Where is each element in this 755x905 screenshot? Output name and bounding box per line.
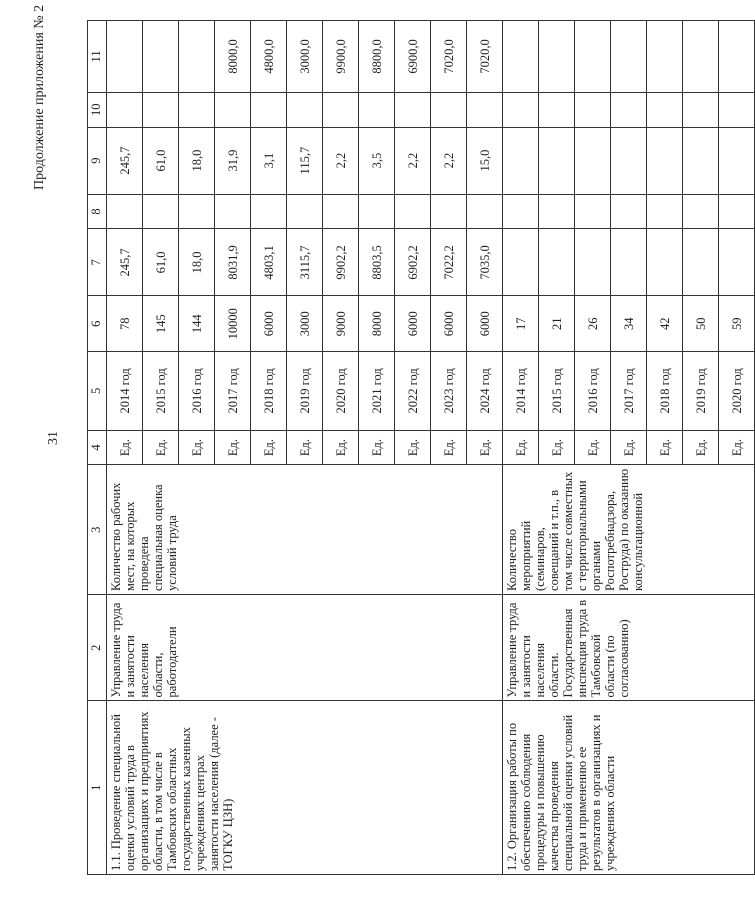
value-cell xyxy=(431,92,467,127)
value-cell xyxy=(503,127,539,194)
value-cell xyxy=(467,194,503,229)
year-cell: 2014 год xyxy=(107,352,143,431)
value-cell xyxy=(143,21,179,93)
value-cell xyxy=(395,194,431,229)
appendix-note: Продолжение приложения № 2 xyxy=(32,4,47,190)
value-cell: 61,0 xyxy=(143,127,179,194)
target-cell: 42 xyxy=(647,296,683,352)
target-cell: 34 xyxy=(611,296,647,352)
col-header: 6 xyxy=(88,296,107,352)
value-cell xyxy=(143,194,179,229)
page-number: 31 xyxy=(46,431,61,445)
value-cell xyxy=(539,194,575,229)
value-cell xyxy=(179,194,215,229)
value-cell xyxy=(287,194,323,229)
value-cell xyxy=(683,229,719,296)
unit-cell: Ед. xyxy=(575,430,611,465)
year-cell: 2018 год xyxy=(647,352,683,431)
value-cell xyxy=(359,194,395,229)
value-cell xyxy=(539,21,575,93)
target-cell: 6000 xyxy=(251,296,287,352)
value-cell xyxy=(395,92,431,127)
value-cell: 245,7 xyxy=(107,229,143,296)
unit-cell: Ед. xyxy=(611,430,647,465)
col-header: 1 xyxy=(88,701,107,875)
value-cell: 8000,0 xyxy=(215,21,251,93)
col-header: 9 xyxy=(88,127,107,194)
indicator: Количество мероприятий (семинаров, совещаний и т.п., в том числе совместных с территориальными органами Роспотребнадзора, Роструда) по оказанию консультационной xyxy=(503,465,755,595)
unit-cell: Ед. xyxy=(143,430,179,465)
value-cell xyxy=(143,92,179,127)
value-cell xyxy=(647,229,683,296)
indicator: Количество рабочих мест, на которых проведена специальная оценка условий труда xyxy=(107,465,503,595)
col-header: 2 xyxy=(88,594,107,700)
value-cell xyxy=(503,92,539,127)
col-header: 8 xyxy=(88,194,107,229)
value-cell: 4803,1 xyxy=(251,229,287,296)
column-number-row xyxy=(88,21,107,875)
year-cell: 2015 год xyxy=(539,352,575,431)
target-cell: 17 xyxy=(503,296,539,352)
col-header: 7 xyxy=(88,229,107,296)
year-cell: 2016 год xyxy=(575,352,611,431)
value-cell: 7022,2 xyxy=(431,229,467,296)
target-cell: 50 xyxy=(683,296,719,352)
value-cell xyxy=(215,92,251,127)
year-cell: 2017 год xyxy=(611,352,647,431)
value-cell: 2,2 xyxy=(431,127,467,194)
value-cell xyxy=(179,92,215,127)
value-cell xyxy=(107,92,143,127)
program-table xyxy=(87,20,755,875)
year-cell: 2020 год xyxy=(719,352,755,431)
value-cell xyxy=(647,127,683,194)
value-cell: 3,1 xyxy=(251,127,287,194)
col-header: 5 xyxy=(88,352,107,431)
value-cell xyxy=(683,127,719,194)
unit-cell: Ед. xyxy=(503,430,539,465)
value-cell xyxy=(323,194,359,229)
target-cell: 8000 xyxy=(359,296,395,352)
value-cell xyxy=(575,194,611,229)
target-cell: 9000 xyxy=(323,296,359,352)
value-cell xyxy=(719,127,755,194)
value-cell xyxy=(611,92,647,127)
target-cell: 6000 xyxy=(395,296,431,352)
value-cell xyxy=(107,194,143,229)
unit-cell: Ед. xyxy=(359,430,395,465)
value-cell xyxy=(611,229,647,296)
value-cell xyxy=(683,92,719,127)
value-cell: 7020,0 xyxy=(431,21,467,93)
year-cell: 2019 год xyxy=(683,352,719,431)
target-cell: 59 xyxy=(719,296,755,352)
year-cell: 2024 год xyxy=(467,352,503,431)
unit-cell: Ед. xyxy=(107,430,143,465)
executor: Управление труда и занятости населения области. Государственная инспекция труда в Тамбовской области (по согласованию) xyxy=(503,594,755,700)
unit-cell: Ед. xyxy=(431,430,467,465)
value-cell xyxy=(575,229,611,296)
col-header: 11 xyxy=(88,21,107,93)
value-cell xyxy=(683,194,719,229)
value-cell xyxy=(575,92,611,127)
year-cell: 2015 год xyxy=(143,352,179,431)
unit-cell: Ед. xyxy=(215,430,251,465)
value-cell: 3,5 xyxy=(359,127,395,194)
target-cell: 78 xyxy=(107,296,143,352)
value-cell xyxy=(647,92,683,127)
value-cell: 61,0 xyxy=(143,229,179,296)
value-cell: 6902,2 xyxy=(395,229,431,296)
col-header: 4 xyxy=(88,430,107,465)
year-cell: 2018 год xyxy=(251,352,287,431)
value-cell xyxy=(503,194,539,229)
value-cell xyxy=(575,127,611,194)
unit-cell: Ед. xyxy=(251,430,287,465)
value-cell xyxy=(611,194,647,229)
value-cell: 3000,0 xyxy=(287,21,323,93)
unit-cell: Ед. xyxy=(647,430,683,465)
value-cell xyxy=(539,229,575,296)
unit-cell: Ед. xyxy=(323,430,359,465)
year-cell: 2022 год xyxy=(395,352,431,431)
col-header: 10 xyxy=(88,92,107,127)
year-cell: 2020 год xyxy=(323,352,359,431)
value-cell: 8800,0 xyxy=(359,21,395,93)
value-cell xyxy=(647,194,683,229)
value-cell: 3115,7 xyxy=(287,229,323,296)
table-row xyxy=(503,21,539,875)
value-cell xyxy=(539,92,575,127)
value-cell: 9900,0 xyxy=(323,21,359,93)
value-cell: 31,9 xyxy=(215,127,251,194)
value-cell: 115,7 xyxy=(287,127,323,194)
value-cell: 2,2 xyxy=(395,127,431,194)
value-cell: 18,0 xyxy=(179,127,215,194)
value-cell xyxy=(683,21,719,93)
unit-cell: Ед. xyxy=(287,430,323,465)
table-row xyxy=(107,21,143,875)
measure-name: 1.1. Проведение специальной оценки условий труда в организациях и предприятиях области, в том числе в Тамбовских областных государственных казенных учреждениях центрах занятости населения (далее - ТОГКУ ЦЗН) xyxy=(107,701,503,875)
unit-cell: Ед. xyxy=(539,430,575,465)
unit-cell: Ед. xyxy=(179,430,215,465)
value-cell xyxy=(179,21,215,93)
value-cell xyxy=(215,194,251,229)
value-cell xyxy=(539,127,575,194)
value-cell xyxy=(359,92,395,127)
rotated-table-container xyxy=(87,20,744,875)
value-cell xyxy=(719,229,755,296)
value-cell: 18,0 xyxy=(179,229,215,296)
value-cell: 6900,0 xyxy=(395,21,431,93)
target-cell: 144 xyxy=(179,296,215,352)
value-cell xyxy=(647,21,683,93)
value-cell xyxy=(503,21,539,93)
value-cell xyxy=(251,194,287,229)
value-cell xyxy=(719,92,755,127)
target-cell: 21 xyxy=(539,296,575,352)
value-cell xyxy=(719,194,755,229)
value-cell xyxy=(503,229,539,296)
value-cell xyxy=(251,92,287,127)
target-cell: 10000 xyxy=(215,296,251,352)
measure-name: 1.2. Организация работы по обеспечению соблюдения процедуры и повышению качества проведения специальной оценки условий труда и применению ее результатов в организациях и учреждениях области xyxy=(503,701,755,875)
value-cell xyxy=(287,92,323,127)
value-cell: 7035,0 xyxy=(467,229,503,296)
value-cell xyxy=(467,92,503,127)
value-cell xyxy=(611,21,647,93)
target-cell: 6000 xyxy=(467,296,503,352)
year-cell: 2016 год xyxy=(179,352,215,431)
value-cell xyxy=(611,127,647,194)
year-cell: 2023 год xyxy=(431,352,467,431)
col-header: 3 xyxy=(88,465,107,595)
value-cell: 2,2 xyxy=(323,127,359,194)
value-cell: 7020,0 xyxy=(467,21,503,93)
year-cell: 2017 год xyxy=(215,352,251,431)
year-cell: 2021 год xyxy=(359,352,395,431)
value-cell: 8031,9 xyxy=(215,229,251,296)
value-cell: 245,7 xyxy=(107,127,143,194)
target-cell: 6000 xyxy=(431,296,467,352)
unit-cell: Ед. xyxy=(719,430,755,465)
value-cell: 8803,5 xyxy=(359,229,395,296)
year-cell: 2019 год xyxy=(287,352,323,431)
target-cell: 3000 xyxy=(287,296,323,352)
executor: Управление труда и занятости населения области, работодатели xyxy=(107,594,503,700)
value-cell: 15,0 xyxy=(467,127,503,194)
target-cell: 145 xyxy=(143,296,179,352)
value-cell: 9902,2 xyxy=(323,229,359,296)
value-cell xyxy=(431,194,467,229)
value-cell xyxy=(107,21,143,93)
value-cell xyxy=(719,21,755,93)
value-cell xyxy=(323,92,359,127)
unit-cell: Ед. xyxy=(683,430,719,465)
unit-cell: Ед. xyxy=(395,430,431,465)
unit-cell: Ед. xyxy=(467,430,503,465)
target-cell: 26 xyxy=(575,296,611,352)
year-cell: 2014 год xyxy=(503,352,539,431)
value-cell xyxy=(575,21,611,93)
value-cell: 4800,0 xyxy=(251,21,287,93)
